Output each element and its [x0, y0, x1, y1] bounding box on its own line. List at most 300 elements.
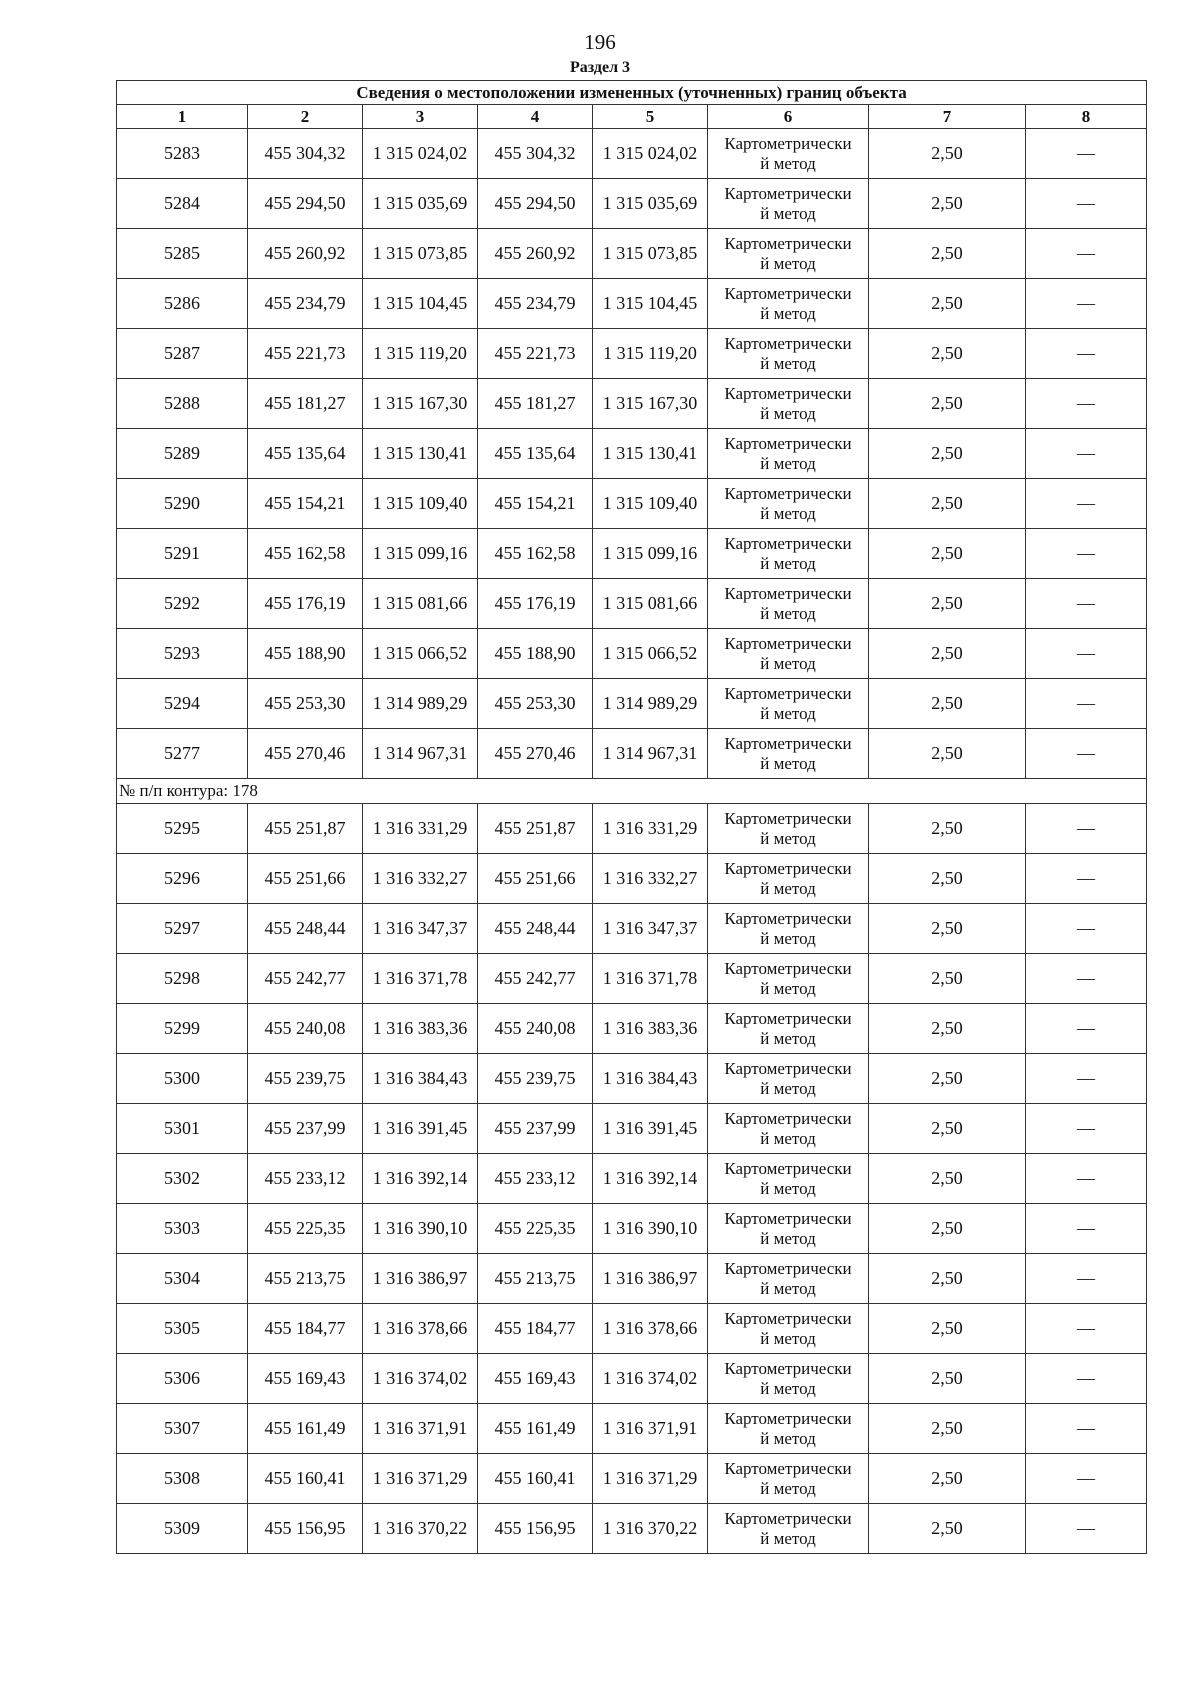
accuracy-cell: 2,50	[869, 1104, 1026, 1154]
column-header-7: 7	[869, 105, 1026, 129]
accuracy-cell: 2,50	[869, 679, 1026, 729]
x-existing-cell: 455 154,21	[248, 479, 363, 529]
x-refined-cell: 455 135,64	[478, 429, 593, 479]
y-refined-cell: 1 315 109,40	[593, 479, 708, 529]
y-refined-cell: 1 315 119,20	[593, 329, 708, 379]
x-existing-cell: 455 248,44	[248, 904, 363, 954]
y-refined-cell: 1 316 383,36	[593, 1004, 708, 1054]
y-existing-cell: 1 316 383,36	[363, 1004, 478, 1054]
x-existing-cell: 455 221,73	[248, 329, 363, 379]
y-refined-cell: 1 316 378,66	[593, 1304, 708, 1354]
dash-cell: —	[1026, 804, 1147, 854]
y-existing-cell: 1 316 390,10	[363, 1204, 478, 1254]
accuracy-cell: 2,50	[869, 179, 1026, 229]
point-number-cell: 5306	[117, 1354, 248, 1404]
dash-cell: —	[1026, 629, 1147, 679]
table-row	[117, 529, 1147, 579]
accuracy-cell: 2,50	[869, 429, 1026, 479]
table-row	[117, 1204, 1147, 1254]
method-line-2: й метод	[760, 1128, 816, 1148]
method-line-1: Картометрически	[724, 583, 852, 603]
accuracy-cell: 2,50	[869, 1054, 1026, 1104]
dash-cell: —	[1026, 729, 1147, 779]
x-existing-cell: 455 176,19	[248, 579, 363, 629]
method-line-2: й метод	[760, 1178, 816, 1198]
method-line-2: й метод	[760, 1078, 816, 1098]
table-row	[117, 1404, 1147, 1454]
x-existing-cell: 455 260,92	[248, 229, 363, 279]
method-line-2: й метод	[760, 653, 816, 673]
x-refined-cell: 455 242,77	[478, 954, 593, 1004]
y-existing-cell: 1 315 119,20	[363, 329, 478, 379]
method-line-2: й метод	[760, 603, 816, 623]
y-refined-cell: 1 316 390,10	[593, 1204, 708, 1254]
table-row	[117, 679, 1147, 729]
x-existing-cell: 455 161,49	[248, 1404, 363, 1454]
y-existing-cell: 1 316 371,78	[363, 954, 478, 1004]
method-cell	[708, 1054, 869, 1104]
table-row	[117, 904, 1147, 954]
y-existing-cell: 1 316 331,29	[363, 804, 478, 854]
method-line-1: Картометрически	[724, 1258, 852, 1278]
table-row	[117, 1054, 1147, 1104]
method-cell	[708, 629, 869, 679]
point-number-cell: 5295	[117, 804, 248, 854]
table-row	[117, 179, 1147, 229]
method-line-2: й метод	[760, 453, 816, 473]
method-cell	[708, 379, 869, 429]
column-header-2: 2	[248, 105, 363, 129]
method-cell	[708, 729, 869, 779]
method-cell	[708, 1404, 869, 1454]
point-number-cell: 5307	[117, 1404, 248, 1454]
method-line-2: й метод	[760, 703, 816, 723]
method-line-1: Картометрически	[724, 133, 852, 153]
method-line-2: й метод	[760, 153, 816, 173]
x-refined-cell: 455 234,79	[478, 279, 593, 329]
y-refined-cell: 1 316 371,29	[593, 1454, 708, 1504]
y-refined-cell: 1 315 130,41	[593, 429, 708, 479]
accuracy-cell: 2,50	[869, 954, 1026, 1004]
column-header-1: 1	[117, 105, 248, 129]
y-refined-cell: 1 314 967,31	[593, 729, 708, 779]
point-number-cell: 5296	[117, 854, 248, 904]
table-row	[117, 1304, 1147, 1354]
y-existing-cell: 1 316 374,02	[363, 1354, 478, 1404]
dash-cell: —	[1026, 579, 1147, 629]
x-refined-cell: 455 156,95	[478, 1504, 593, 1554]
y-refined-cell: 1 316 371,91	[593, 1404, 708, 1454]
y-existing-cell: 1 316 391,45	[363, 1104, 478, 1154]
point-number-cell: 5287	[117, 329, 248, 379]
dash-cell: —	[1026, 1154, 1147, 1204]
y-refined-cell: 1 316 374,02	[593, 1354, 708, 1404]
method-line-2: й метод	[760, 1478, 816, 1498]
method-line-1: Картометрически	[724, 1158, 852, 1178]
method-cell	[708, 1354, 869, 1404]
method-cell	[708, 904, 869, 954]
method-line-2: й метод	[760, 553, 816, 573]
accuracy-cell: 2,50	[869, 279, 1026, 329]
method-cell	[708, 429, 869, 479]
point-number-cell: 5304	[117, 1254, 248, 1304]
method-line-2: й метод	[760, 403, 816, 423]
table-row	[117, 629, 1147, 679]
x-refined-cell: 455 233,12	[478, 1154, 593, 1204]
table-row	[117, 379, 1147, 429]
y-refined-cell: 1 316 371,78	[593, 954, 708, 1004]
method-cell	[708, 529, 869, 579]
accuracy-cell: 2,50	[869, 129, 1026, 179]
y-refined-cell: 1 316 332,27	[593, 854, 708, 904]
point-number-cell: 5284	[117, 179, 248, 229]
y-existing-cell: 1 315 167,30	[363, 379, 478, 429]
x-existing-cell: 455 156,95	[248, 1504, 363, 1554]
x-refined-cell: 455 240,08	[478, 1004, 593, 1054]
y-existing-cell: 1 316 378,66	[363, 1304, 478, 1354]
method-line-1: Картометрически	[724, 733, 852, 753]
x-refined-cell: 455 239,75	[478, 1054, 593, 1104]
accuracy-cell: 2,50	[869, 479, 1026, 529]
x-refined-cell: 455 162,58	[478, 529, 593, 579]
method-line-1: Картометрически	[724, 908, 852, 928]
accuracy-cell: 2,50	[869, 1204, 1026, 1254]
y-existing-cell: 1 316 347,37	[363, 904, 478, 954]
x-refined-cell: 455 251,66	[478, 854, 593, 904]
dash-cell: —	[1026, 279, 1147, 329]
point-number-cell: 5299	[117, 1004, 248, 1054]
y-existing-cell: 1 315 099,16	[363, 529, 478, 579]
x-refined-cell: 455 251,87	[478, 804, 593, 854]
x-existing-cell: 455 294,50	[248, 179, 363, 229]
x-refined-cell: 455 221,73	[478, 329, 593, 379]
dash-cell: —	[1026, 1254, 1147, 1304]
point-number-cell: 5290	[117, 479, 248, 529]
table-row	[117, 1004, 1147, 1054]
point-number-cell: 5301	[117, 1104, 248, 1154]
y-refined-cell: 1 316 384,43	[593, 1054, 708, 1104]
x-refined-cell: 455 160,41	[478, 1454, 593, 1504]
table-row	[117, 1354, 1147, 1404]
column-header-5: 5	[593, 105, 708, 129]
dash-cell: —	[1026, 179, 1147, 229]
method-line-1: Картометрически	[724, 683, 852, 703]
y-existing-cell: 1 316 386,97	[363, 1254, 478, 1304]
accuracy-cell: 2,50	[869, 629, 1026, 679]
x-refined-cell: 455 225,35	[478, 1204, 593, 1254]
x-refined-cell: 455 248,44	[478, 904, 593, 954]
dash-cell: —	[1026, 854, 1147, 904]
y-existing-cell: 1 315 024,02	[363, 129, 478, 179]
page-number: 196	[584, 30, 616, 54]
point-number-cell: 5309	[117, 1504, 248, 1554]
table-row	[117, 729, 1147, 779]
method-line-2: й метод	[760, 978, 816, 998]
method-line-2: й метод	[760, 1028, 816, 1048]
point-number-cell: 5288	[117, 379, 248, 429]
x-existing-cell: 455 169,43	[248, 1354, 363, 1404]
x-existing-cell: 455 213,75	[248, 1254, 363, 1304]
accuracy-cell: 2,50	[869, 229, 1026, 279]
dash-cell: —	[1026, 1404, 1147, 1454]
y-existing-cell: 1 315 073,85	[363, 229, 478, 279]
x-refined-cell: 455 260,92	[478, 229, 593, 279]
x-existing-cell: 455 160,41	[248, 1454, 363, 1504]
method-cell	[708, 279, 869, 329]
method-line-1: Картометрически	[724, 1108, 852, 1128]
dash-cell: —	[1026, 429, 1147, 479]
method-cell	[708, 954, 869, 1004]
x-refined-cell: 455 270,46	[478, 729, 593, 779]
method-line-1: Картометрически	[724, 1058, 852, 1078]
x-refined-cell: 455 304,32	[478, 129, 593, 179]
accuracy-cell: 2,50	[869, 1404, 1026, 1454]
method-line-2: й метод	[760, 753, 816, 773]
table-row	[117, 279, 1147, 329]
method-cell	[708, 1104, 869, 1154]
method-cell	[708, 579, 869, 629]
table-row	[117, 579, 1147, 629]
method-line-2: й метод	[760, 253, 816, 273]
dash-cell: —	[1026, 1004, 1147, 1054]
point-number-cell: 5285	[117, 229, 248, 279]
point-number-cell: 5277	[117, 729, 248, 779]
method-line-1: Картометрически	[724, 858, 852, 878]
y-refined-cell: 1 316 386,97	[593, 1254, 708, 1304]
dash-cell: —	[1026, 1104, 1147, 1154]
method-line-1: Картометрически	[724, 283, 852, 303]
accuracy-cell: 2,50	[869, 1504, 1026, 1554]
accuracy-cell: 2,50	[869, 1454, 1026, 1504]
dash-cell: —	[1026, 954, 1147, 1004]
method-line-2: й метод	[760, 1528, 816, 1548]
method-cell	[708, 854, 869, 904]
method-line-1: Картометрически	[724, 808, 852, 828]
method-line-1: Картометрически	[724, 433, 852, 453]
y-refined-cell: 1 315 024,02	[593, 129, 708, 179]
accuracy-cell: 2,50	[869, 904, 1026, 954]
y-existing-cell: 1 314 989,29	[363, 679, 478, 729]
dash-cell: —	[1026, 329, 1147, 379]
table-row	[117, 1104, 1147, 1154]
dash-cell: —	[1026, 1304, 1147, 1354]
method-line-1: Картометрически	[724, 1008, 852, 1028]
contour-label: № п/п контура: 178	[117, 779, 1147, 804]
table-row	[117, 854, 1147, 904]
method-line-2: й метод	[760, 353, 816, 373]
dash-cell: —	[1026, 1354, 1147, 1404]
method-line-2: й метод	[760, 928, 816, 948]
column-header-3: 3	[363, 105, 478, 129]
dash-cell: —	[1026, 1204, 1147, 1254]
method-cell	[708, 479, 869, 529]
method-cell	[708, 679, 869, 729]
y-refined-cell: 1 316 391,45	[593, 1104, 708, 1154]
point-number-cell: 5308	[117, 1454, 248, 1504]
table-row	[117, 129, 1147, 179]
method-line-2: й метод	[760, 878, 816, 898]
table-row	[117, 429, 1147, 479]
method-line-2: й метод	[760, 203, 816, 223]
method-line-1: Картометрически	[724, 1358, 852, 1378]
y-existing-cell: 1 314 967,31	[363, 729, 478, 779]
method-line-1: Картометрически	[724, 333, 852, 353]
y-existing-cell: 1 315 104,45	[363, 279, 478, 329]
method-cell	[708, 1454, 869, 1504]
x-existing-cell: 455 135,64	[248, 429, 363, 479]
dash-cell: —	[1026, 1054, 1147, 1104]
table-row	[117, 229, 1147, 279]
method-cell	[708, 1504, 869, 1554]
y-refined-cell: 1 316 370,22	[593, 1504, 708, 1554]
x-refined-cell: 455 294,50	[478, 179, 593, 229]
accuracy-cell: 2,50	[869, 1004, 1026, 1054]
x-existing-cell: 455 270,46	[248, 729, 363, 779]
dash-cell: —	[1026, 129, 1147, 179]
method-line-1: Картометрически	[724, 183, 852, 203]
accuracy-cell: 2,50	[869, 529, 1026, 579]
x-refined-cell: 455 176,19	[478, 579, 593, 629]
method-cell	[708, 1304, 869, 1354]
y-refined-cell: 1 315 073,85	[593, 229, 708, 279]
section-title: Раздел 3	[569, 59, 631, 76]
accuracy-cell: 2,50	[869, 854, 1026, 904]
method-line-2: й метод	[760, 303, 816, 323]
method-line-1: Картометрически	[724, 1508, 852, 1528]
method-cell	[708, 1004, 869, 1054]
method-line-1: Картометрически	[724, 1308, 852, 1328]
x-existing-cell: 455 253,30	[248, 679, 363, 729]
column-header-4: 4	[478, 105, 593, 129]
method-line-1: Картометрически	[724, 483, 852, 503]
x-refined-cell: 455 169,43	[478, 1354, 593, 1404]
y-refined-cell: 1 315 099,16	[593, 529, 708, 579]
y-refined-cell: 1 316 347,37	[593, 904, 708, 954]
method-line-1: Картометрически	[724, 1458, 852, 1478]
method-cell	[708, 1204, 869, 1254]
accuracy-cell: 2,50	[869, 1154, 1026, 1204]
method-cell	[708, 329, 869, 379]
point-number-cell: 5298	[117, 954, 248, 1004]
y-existing-cell: 1 315 035,69	[363, 179, 478, 229]
method-line-1: Картометрически	[724, 383, 852, 403]
dash-cell: —	[1026, 529, 1147, 579]
x-refined-cell: 455 161,49	[478, 1404, 593, 1454]
x-existing-cell: 455 184,77	[248, 1304, 363, 1354]
dash-cell: —	[1026, 479, 1147, 529]
x-refined-cell: 455 154,21	[478, 479, 593, 529]
x-refined-cell: 455 181,27	[478, 379, 593, 429]
method-line-2: й метод	[760, 1428, 816, 1448]
dash-cell: —	[1026, 679, 1147, 729]
method-line-2: й метод	[760, 503, 816, 523]
boundary-coordinates-table	[116, 80, 1147, 1554]
x-existing-cell: 455 304,32	[248, 129, 363, 179]
x-existing-cell: 455 240,08	[248, 1004, 363, 1054]
x-existing-cell: 455 181,27	[248, 379, 363, 429]
y-refined-cell: 1 314 989,29	[593, 679, 708, 729]
point-number-cell: 5283	[117, 129, 248, 179]
method-line-1: Картометрически	[724, 1408, 852, 1428]
dash-cell: —	[1026, 1454, 1147, 1504]
dash-cell: —	[1026, 379, 1147, 429]
x-existing-cell: 455 188,90	[248, 629, 363, 679]
column-header-8: 8	[1026, 105, 1147, 129]
point-number-cell: 5305	[117, 1304, 248, 1354]
method-cell	[708, 229, 869, 279]
y-existing-cell: 1 316 370,22	[363, 1504, 478, 1554]
x-existing-cell: 455 225,35	[248, 1204, 363, 1254]
x-existing-cell: 455 234,79	[248, 279, 363, 329]
table-row	[117, 1254, 1147, 1304]
point-number-cell: 5293	[117, 629, 248, 679]
method-cell	[708, 1154, 869, 1204]
table-row	[117, 1504, 1147, 1554]
point-number-cell: 5291	[117, 529, 248, 579]
y-refined-cell: 1 315 066,52	[593, 629, 708, 679]
table-row	[117, 954, 1147, 1004]
y-existing-cell: 1 316 371,91	[363, 1404, 478, 1454]
y-existing-cell: 1 316 332,27	[363, 854, 478, 904]
x-existing-cell: 455 251,87	[248, 804, 363, 854]
x-existing-cell: 455 239,75	[248, 1054, 363, 1104]
point-number-cell: 5286	[117, 279, 248, 329]
y-refined-cell: 1 315 035,69	[593, 179, 708, 229]
dash-cell: —	[1026, 229, 1147, 279]
accuracy-cell: 2,50	[869, 379, 1026, 429]
point-number-cell: 5297	[117, 904, 248, 954]
x-existing-cell: 455 162,58	[248, 529, 363, 579]
method-line-2: й метод	[760, 828, 816, 848]
y-existing-cell: 1 316 392,14	[363, 1154, 478, 1204]
table-row	[117, 1154, 1147, 1204]
table-caption: Сведения о местоположении измененных (уточненных) границ объекта	[117, 81, 1147, 105]
method-cell	[708, 129, 869, 179]
x-refined-cell: 455 184,77	[478, 1304, 593, 1354]
accuracy-cell: 2,50	[869, 804, 1026, 854]
contour-row	[117, 779, 1147, 804]
table-row	[117, 1454, 1147, 1504]
method-cell	[708, 804, 869, 854]
method-line-2: й метод	[760, 1278, 816, 1298]
dash-cell: —	[1026, 904, 1147, 954]
method-line-1: Картометрически	[724, 533, 852, 553]
y-refined-cell: 1 315 104,45	[593, 279, 708, 329]
y-refined-cell: 1 316 392,14	[593, 1154, 708, 1204]
method-line-1: Картометрически	[724, 958, 852, 978]
x-existing-cell: 455 233,12	[248, 1154, 363, 1204]
point-number-cell: 5294	[117, 679, 248, 729]
dash-cell: —	[1026, 1504, 1147, 1554]
x-refined-cell: 455 188,90	[478, 629, 593, 679]
accuracy-cell: 2,50	[869, 1354, 1026, 1404]
y-existing-cell: 1 315 130,41	[363, 429, 478, 479]
y-existing-cell: 1 315 109,40	[363, 479, 478, 529]
method-line-1: Картометрически	[724, 633, 852, 653]
method-line-2: й метод	[760, 1328, 816, 1348]
accuracy-cell: 2,50	[869, 729, 1026, 779]
x-existing-cell: 455 242,77	[248, 954, 363, 1004]
accuracy-cell: 2,50	[869, 1304, 1026, 1354]
y-existing-cell: 1 315 066,52	[363, 629, 478, 679]
method-cell	[708, 1254, 869, 1304]
method-line-2: й метод	[760, 1378, 816, 1398]
y-refined-cell: 1 316 331,29	[593, 804, 708, 854]
point-number-cell: 5289	[117, 429, 248, 479]
method-line-1: Картометрически	[724, 233, 852, 253]
accuracy-cell: 2,50	[869, 329, 1026, 379]
x-refined-cell: 455 213,75	[478, 1254, 593, 1304]
